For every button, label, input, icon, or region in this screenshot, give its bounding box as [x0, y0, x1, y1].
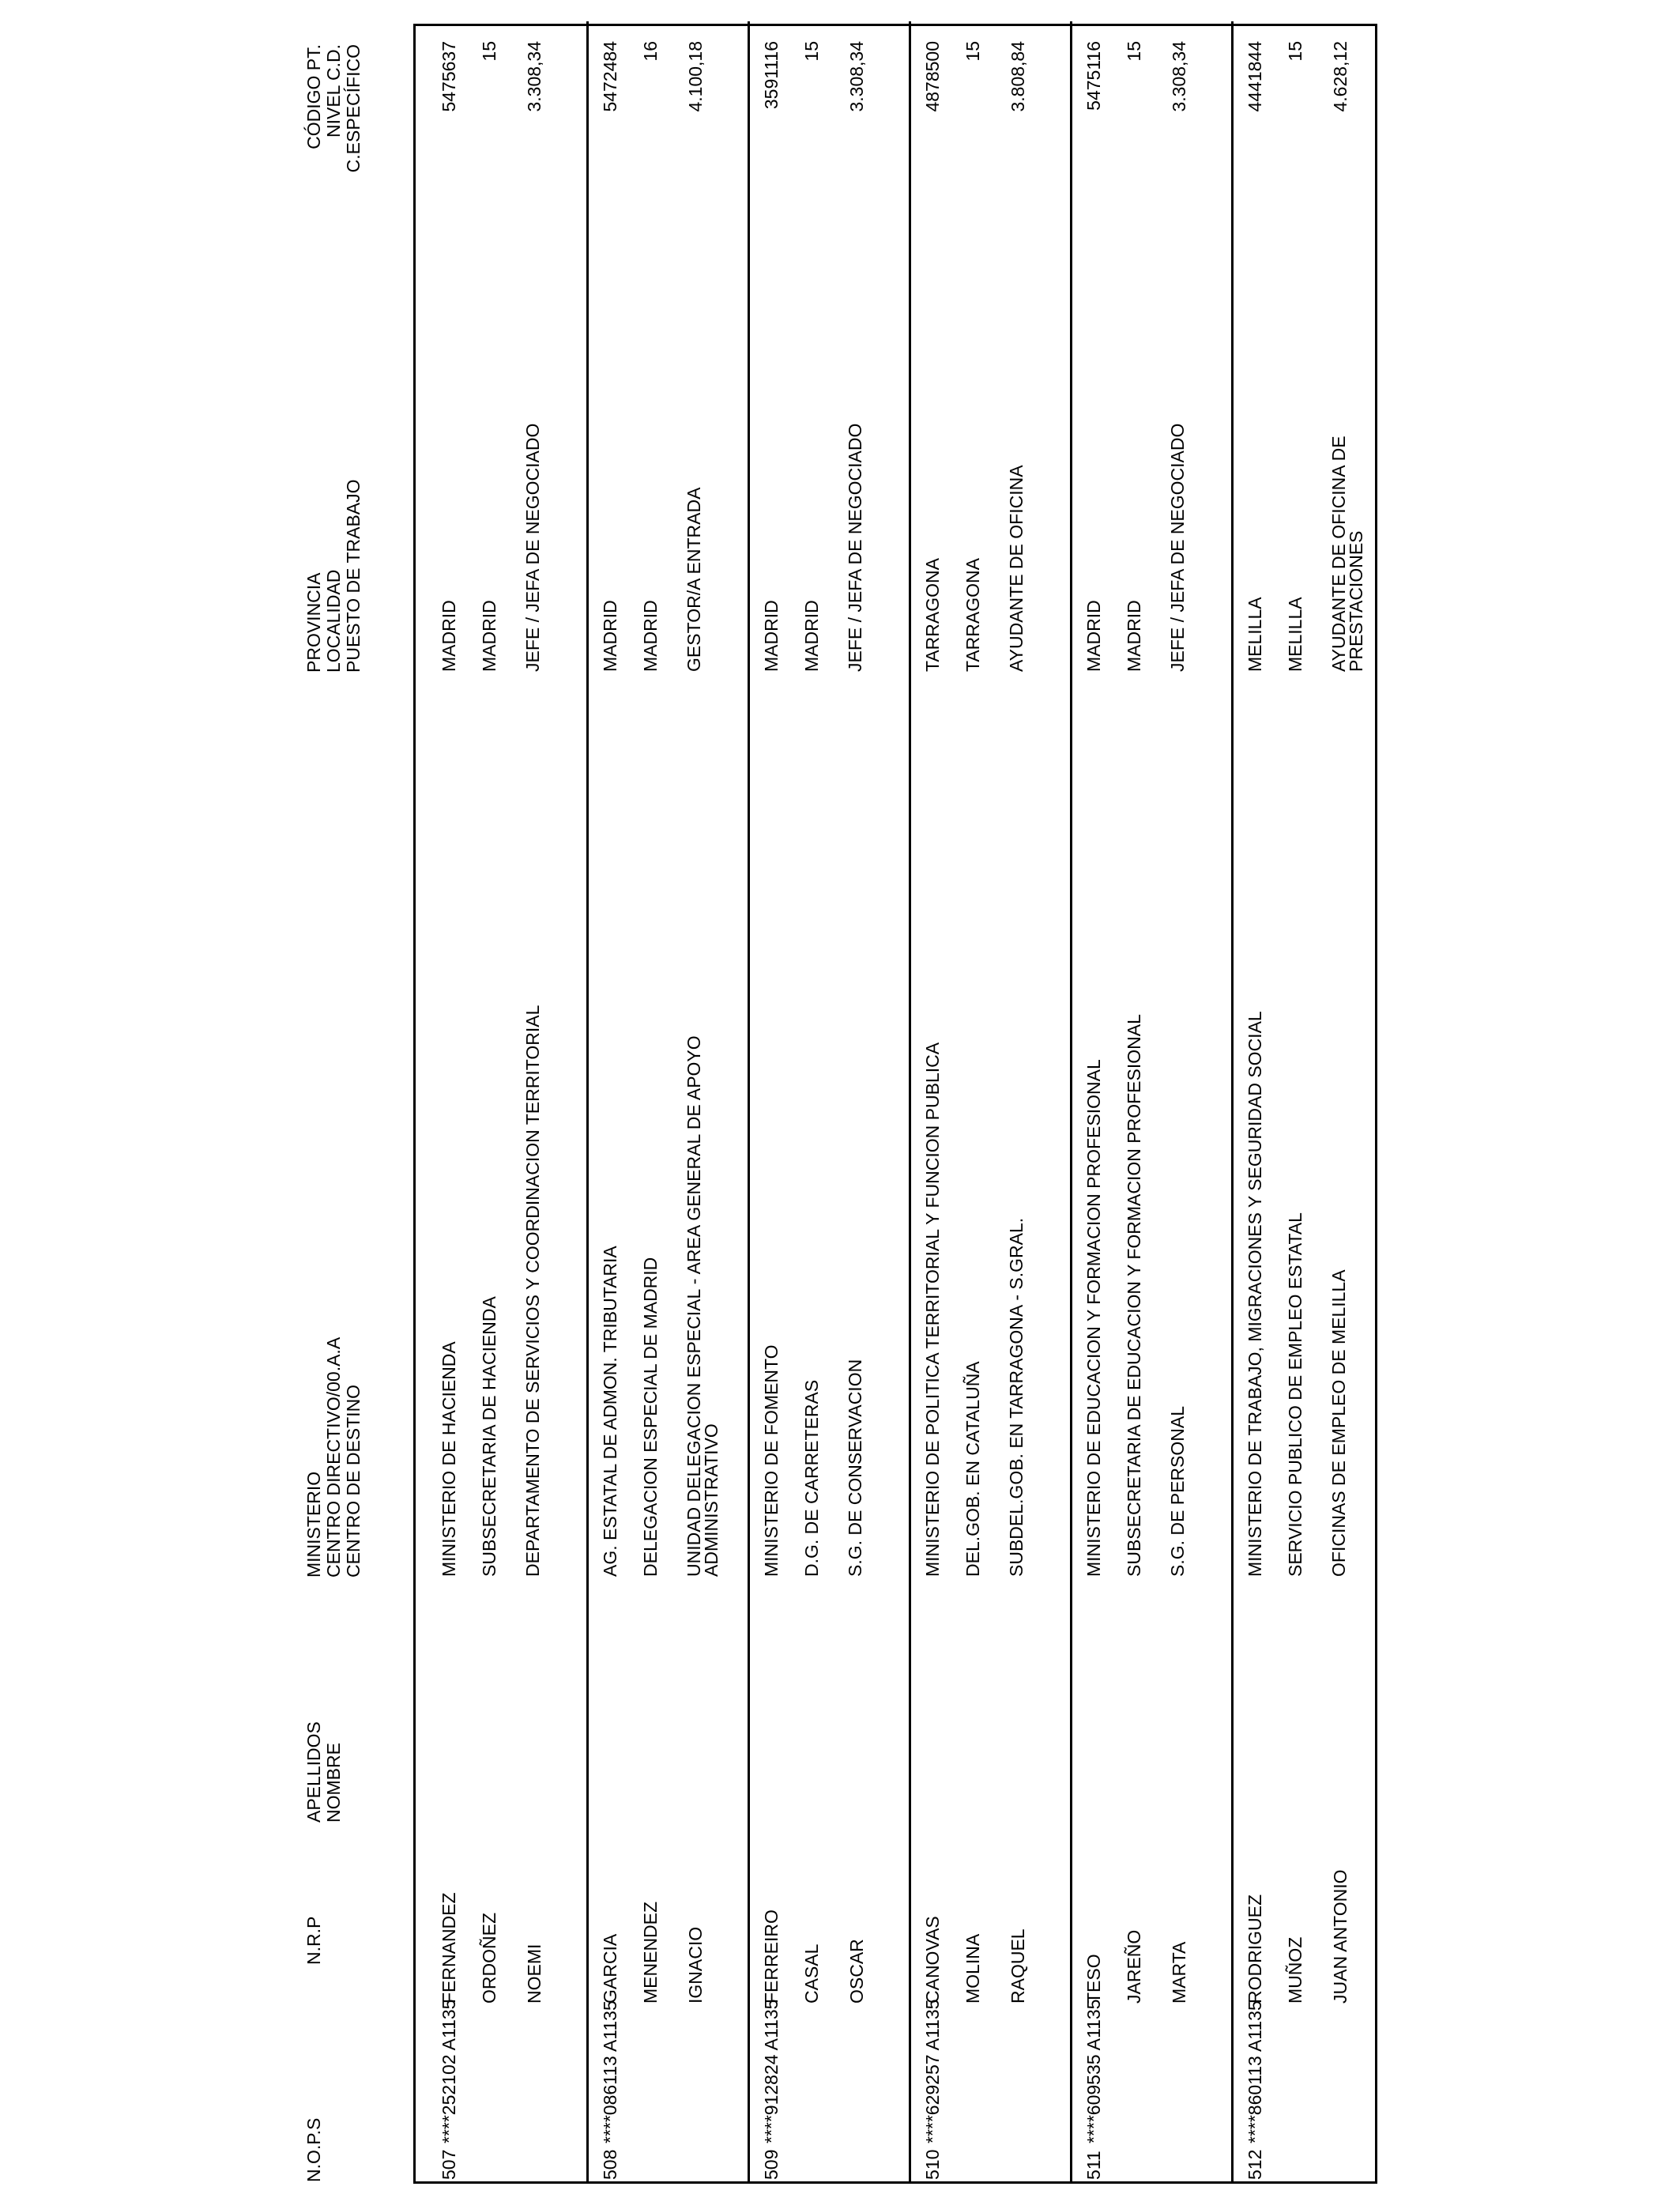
record-centro-directivo: D.G. DE CARRETERAS: [801, 1379, 822, 1577]
record-separator: [586, 21, 589, 2181]
record-nops: 510: [922, 2149, 943, 2180]
record-provincia: MADRID: [439, 600, 459, 672]
record-ministerio: MINISTERIO DE TRABAJO, MIGRACIONES Y SEGURIDAD SOCIAL: [1245, 1011, 1265, 1577]
record-puesto: AYUDANTE DE OFICINA DE PRESTACIONES: [1328, 435, 1366, 672]
record-apellido1: GARCIA: [600, 1933, 620, 2004]
record-nivel: 15: [962, 41, 983, 62]
record-block: [1233, 21, 1392, 2181]
record-especifico: 3.308,34: [846, 41, 867, 112]
header-nrp-label: N.R.P: [303, 1916, 324, 1965]
record-nops: 507: [439, 2149, 459, 2180]
record-apellido2: JAREÑO: [1124, 1929, 1144, 2004]
record-nrp: ****912824 A1135: [761, 1999, 782, 2143]
record-nrp: ****609535 A1135: [1083, 1999, 1104, 2143]
record-ministerio: MINISTERIO DE FOMENTO: [761, 1344, 782, 1577]
record-nombre: RAQUEL: [1008, 1928, 1028, 2004]
record-localidad: TARRAGONA: [962, 558, 983, 672]
header-nops-label: N.O.P.S: [303, 2117, 324, 2182]
record-centro-directivo: SERVICIO PUBLICO DE EMPLEO ESTATAL: [1285, 1212, 1305, 1577]
record-puesto: JEFE / JEFA DE NEGOCIADO: [845, 423, 865, 672]
record-codigo: 4878500: [922, 41, 943, 112]
record-provincia: MELILLA: [1245, 597, 1265, 672]
record-nombre: IGNACIO: [685, 1926, 706, 2004]
record-nops: 511: [1083, 2151, 1104, 2180]
record-nivel: 16: [640, 41, 661, 62]
record-nombre: OSCAR: [846, 1939, 867, 2004]
header-puesto-label: PUESTO DE TRABAJO: [343, 479, 363, 673]
header-centro-destino-label: CENTRO DE DESTINO: [343, 1384, 363, 1578]
record-codigo: 4441844: [1245, 41, 1265, 112]
record-nombre: MARTA: [1169, 1941, 1189, 2004]
record-separator: [909, 21, 911, 2181]
record-codigo: 3591116: [761, 41, 782, 110]
record-block: [910, 21, 1070, 2181]
record-ministerio: MINISTERIO DE HACIENDA: [439, 1341, 459, 1577]
record-centro-destino: DEPARTAMENTO DE SERVICIOS Y COORDINACION TERRITORIAL: [522, 1005, 543, 1577]
record-nivel: 15: [1124, 41, 1144, 62]
record-provincia: TARRAGONA: [922, 558, 943, 672]
record-localidad: MADRID: [1124, 600, 1144, 672]
record-block: [749, 21, 909, 2181]
record-provincia: MADRID: [1083, 600, 1104, 672]
record-ministerio: AG. ESTATAL DE ADMON. TRIBUTARIA: [600, 1246, 620, 1577]
record-ministerio: MINISTERIO DE EDUCACION Y FORMACION PROFESIONAL: [1083, 1059, 1104, 1577]
record-nrp: ****860113 A1135: [1245, 2000, 1265, 2143]
record-centro-destino: UNIDAD DELEGACION ESPECIAL - AREA GENERAL DE APOYO ADMINISTRATIVO: [684, 1035, 721, 1577]
record-nombre: JUAN ANTONIO: [1330, 1869, 1350, 2004]
record-apellido1: TESO: [1083, 1954, 1104, 2004]
record-apellido1: FERREIRO: [761, 1909, 782, 2004]
record-nombre: NOEMI: [524, 1943, 544, 2004]
header-localidad-label: LOCALIDAD: [323, 569, 344, 673]
record-apellido2: CASAL: [801, 1943, 822, 2004]
header-centro-directivo-label: CENTRO DIRECTIVO/00.A.A: [323, 1336, 344, 1578]
header-ministerio-label: MINISTERIO: [303, 1471, 324, 1578]
record-puesto: GESTOR/A ENTRADA: [684, 487, 704, 672]
record-block: [1072, 21, 1231, 2181]
record-apellido2: MOLINA: [962, 1933, 983, 2004]
record-provincia: MADRID: [600, 600, 620, 672]
record-nivel: 15: [801, 41, 822, 62]
record-nops: 512: [1245, 2149, 1265, 2180]
record-separator: [1070, 21, 1072, 2181]
record-nrp: ****252102 A1135: [439, 1999, 459, 2143]
record-puesto: JEFE / JEFA DE NEGOCIADO: [522, 423, 543, 672]
record-separator: [1231, 21, 1234, 2181]
header-nivel-label: NIVEL C.D.: [323, 44, 344, 138]
record-provincia: MADRID: [761, 600, 782, 672]
record-codigo: 5475116: [1083, 41, 1104, 111]
record-apellido2: MUÑOZ: [1285, 1936, 1305, 2004]
record-nivel: 15: [479, 41, 499, 62]
record-especifico: 3.808,84: [1008, 41, 1028, 112]
record-localidad: MADRID: [479, 600, 499, 672]
record-localidad: MADRID: [640, 600, 661, 672]
record-apellido2: ORDOÑEZ: [479, 1913, 499, 2004]
record-nrp: ****629257 A1135: [922, 1999, 943, 2143]
record-block: [427, 21, 586, 2181]
header-ministerio-centros: [304, 1337, 363, 1578]
record-codigo: 5475637: [439, 41, 459, 112]
header-provincia-label: PROVINCIA: [303, 572, 324, 673]
record-especifico: 4.628,12: [1330, 41, 1350, 112]
record-nrp: ****086113 A1135: [600, 2000, 620, 2143]
header-especifico-label: C.ESPECÍFICO: [343, 44, 363, 173]
record-apellido2: MENENDEZ: [640, 1901, 661, 2004]
header-apellidos-nombre: [304, 1721, 344, 1823]
record-centro-directivo: SUBSECRETARIA DE EDUCACION Y FORMACION PROFESIONAL: [1124, 1014, 1144, 1577]
record-centro-destino: S.G. DE PERSONAL: [1167, 1405, 1188, 1577]
record-especifico: 3.308,34: [1169, 41, 1189, 112]
record-centro-directivo: DELEGACION ESPECIAL DE MADRID: [640, 1257, 661, 1577]
record-apellido1: FERNANDEZ: [439, 1892, 459, 2004]
record-nops: 509: [761, 2149, 782, 2180]
header-nops: [304, 2118, 324, 2182]
header-nombre-label: NOMBRE: [323, 1743, 344, 1823]
header-apellidos-label: APELLIDOS: [303, 1721, 324, 1823]
header-provincia-localidad-puesto: [304, 479, 363, 673]
header-nrp: [304, 1917, 324, 1965]
record-nops: 508: [600, 2149, 620, 2180]
record-localidad: MELILLA: [1285, 597, 1305, 672]
record-apellido1: CANOVAS: [922, 1916, 943, 2004]
record-centro-destino: S.G. DE CONSERVACION: [845, 1359, 865, 1577]
record-centro-directivo: DEL.GOB. EN CATALUÑA: [962, 1361, 983, 1577]
record-apellido1: RODRIGUEZ: [1245, 1894, 1265, 2004]
record-puesto: AYUDANTE DE OFICINA: [1006, 465, 1026, 672]
record-separator: [748, 21, 750, 2181]
record-puesto: JEFE / JEFA DE NEGOCIADO: [1167, 423, 1188, 672]
header-codigo-label: CÓDIGO PT.: [303, 44, 324, 149]
record-ministerio: MINISTERIO DE POLITICA TERRITORIAL Y FUNCION PUBLICA: [922, 1042, 943, 1577]
record-especifico: 4.100,18: [685, 41, 706, 112]
header-codigo-nivel-especifico: [304, 44, 363, 202]
record-localidad: MADRID: [801, 600, 822, 672]
record-centro-destino: SUBDEL.GOB. EN TARRAGONA - S.GRAL.: [1006, 1217, 1026, 1577]
record-block: [588, 21, 748, 2181]
record-codigo: 5472484: [600, 41, 620, 112]
record-centro-directivo: SUBSECRETARIA DE HACIENDA: [479, 1296, 499, 1577]
record-centro-destino: OFICINAS DE EMPLEO DE MELILLA: [1328, 1269, 1349, 1577]
record-nivel: 15: [1285, 41, 1305, 62]
record-especifico: 3.308,34: [524, 41, 544, 112]
